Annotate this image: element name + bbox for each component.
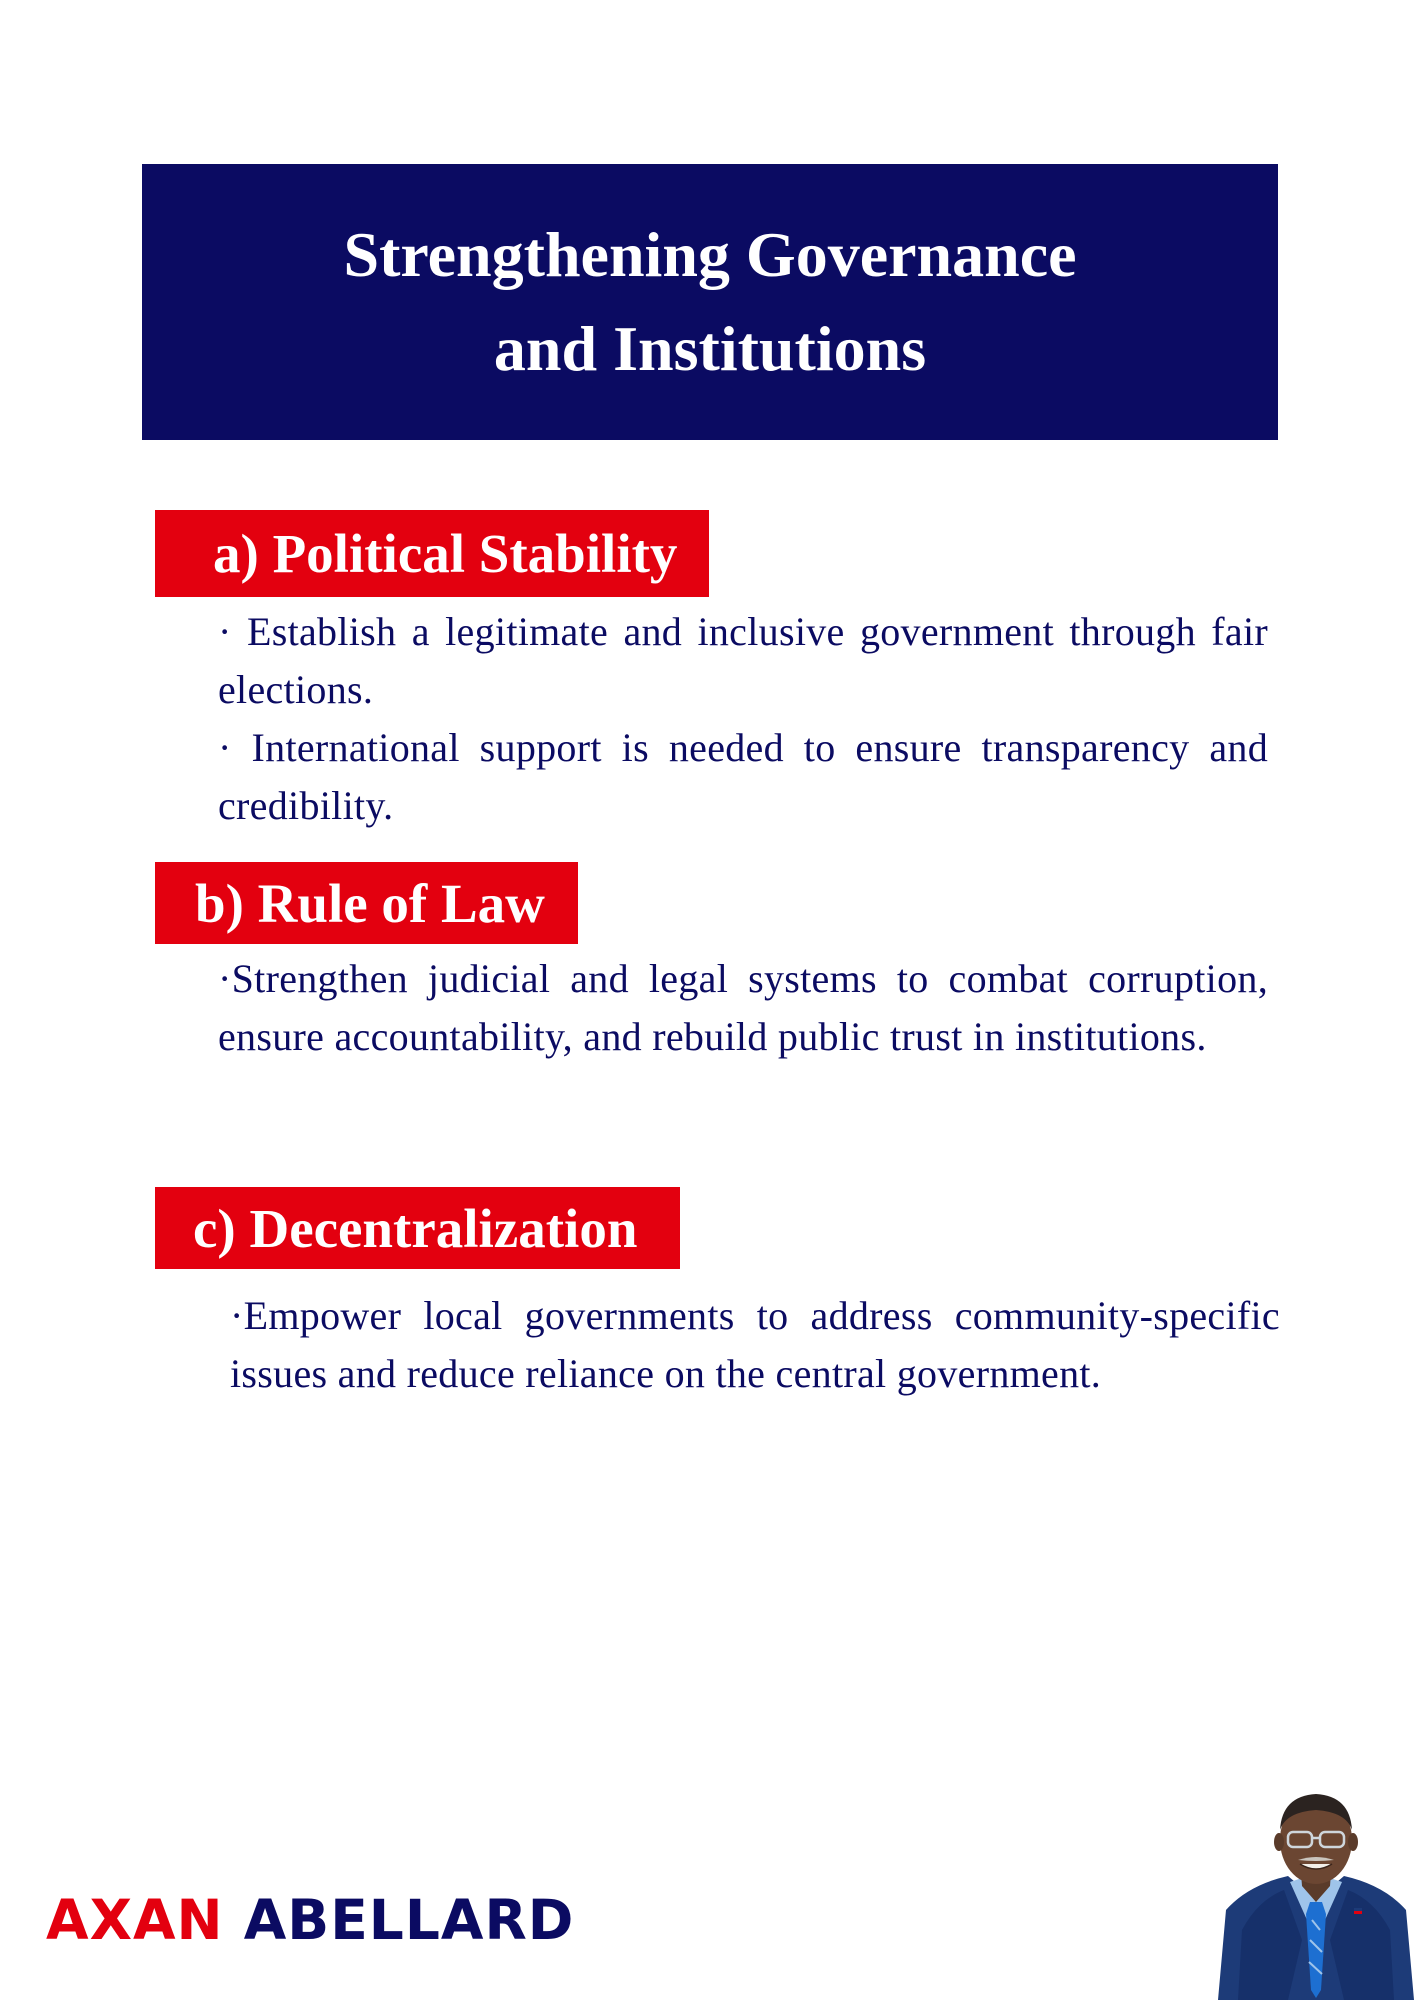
title-banner <box>142 164 1278 440</box>
section-heading-political-stability: a) Political Stability <box>155 510 709 597</box>
section-body-political-stability <box>218 603 1268 835</box>
section-body-rule-of-law <box>218 950 1268 1066</box>
author-first-name: AXAN <box>46 1888 224 1952</box>
author-last-name: ABELLARD <box>243 1888 575 1952</box>
bullet-point: · Establish a legitimate and inclusive government through fair elections. <box>218 609 1268 712</box>
section-body-decentralization <box>230 1287 1280 1403</box>
bullet-point: ·Strengthen judicial and legal systems to combat corruption, ensure accountability, and rebuild public trust in institutions. <box>218 956 1268 1059</box>
portrait-photo-icon <box>1218 1790 1414 2000</box>
author-signature <box>46 1888 575 1952</box>
section-heading-decentralization: c) Decentralization <box>155 1187 680 1269</box>
bullet-point: · International support is needed to ensure transparency and credibility. <box>218 725 1268 828</box>
section-heading-rule-of-law: b) Rule of Law <box>155 862 578 944</box>
page-title-line-1: Strengthening Governance <box>343 219 1077 290</box>
page-title-line-2: and Institutions <box>493 313 927 384</box>
bullet-point: ·Empower local governments to address community-specific issues and reduce reliance on the central government. <box>230 1293 1280 1396</box>
